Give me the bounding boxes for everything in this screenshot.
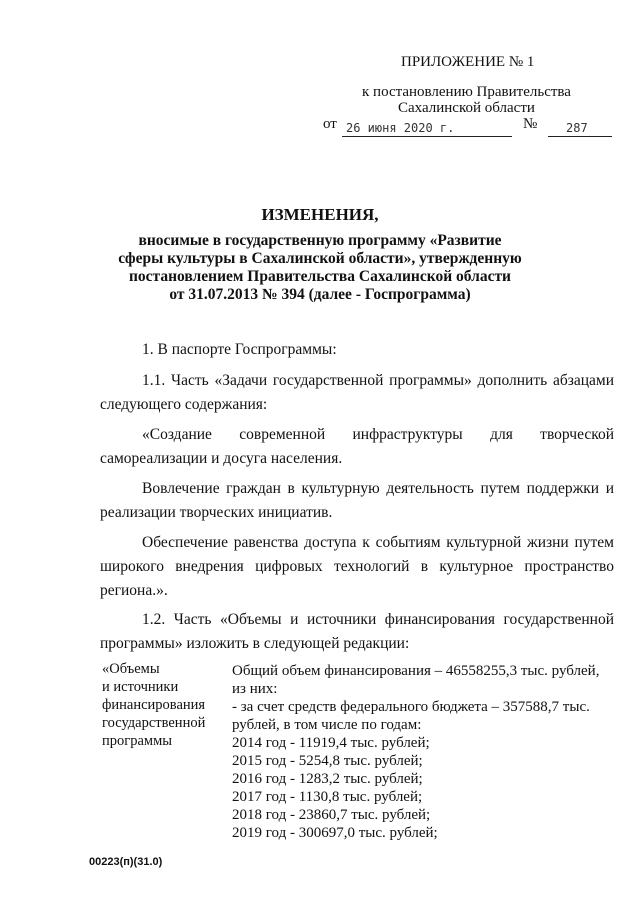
date-prefix: от — [323, 116, 337, 132]
date-value: 26 июня 2020 г. — [346, 121, 455, 135]
resolution-label: к постановлению Правительства — [362, 84, 571, 100]
paragraph-1-1-line-b: следующего содержания: — [100, 396, 268, 413]
number-underline — [548, 136, 612, 137]
table-left-line: программы — [102, 733, 172, 749]
title-line-1: вносимые в государственную программу «Развитие — [138, 232, 502, 249]
document-title: ИЗМЕНЕНИЯ, — [261, 205, 379, 224]
table-right-line: 2018 год - 23860,7 тыс. рублей; — [232, 807, 431, 823]
region-label: Сахалинской области — [398, 100, 535, 116]
table-right-line: 2016 год - 1283,2 тыс. рублей; — [232, 771, 423, 787]
title-line-2: сферы культуры в Сахалинской области», утвержденную — [118, 250, 522, 267]
quote-3-line-c: региона.». — [100, 582, 168, 599]
table-left-line: государственной — [102, 715, 206, 731]
quote-2-line-b: реализации творческих инициатив. — [100, 504, 333, 521]
paragraph-1-1-line-a: 1.1. Часть «Задачи государственной программы» дополнить абзацами — [142, 372, 614, 389]
number-value: 287 — [566, 121, 588, 135]
table-left-line: финансирования — [102, 697, 206, 713]
quote-1-line-a: «Создание современной инфраструктуры для творческой — [142, 426, 614, 443]
quote-3-line-b: широкого внедрения цифровых технологий в культурное пространство — [100, 558, 614, 575]
quote-1-line-b: самореализации и досуга населения. — [100, 450, 343, 467]
table-right-line: из них: — [232, 681, 278, 697]
table-right-line: рублей, в том числе по годам: — [232, 717, 422, 733]
table-right-line: - за счет средств федерального бюджета – 357588,7 тыс. — [232, 699, 590, 715]
title-line-3: постановлением Правительства Сахалинской области — [128, 268, 511, 285]
paragraph-1: 1. В паспорте Госпрограммы: — [142, 341, 337, 358]
table-left-line: «Объемы — [102, 661, 160, 677]
table-right-line: Общий объем финансирования – 46558255,3 тыс. рублей, — [232, 663, 600, 679]
table-left-cell — [102, 660, 205, 750]
table-right-line: 2017 год - 1130,8 тыс. рублей; — [232, 789, 423, 805]
paragraph-1-2-line-b: программы» изложить в следующей редакции: — [100, 635, 410, 652]
appendix-label: ПРИЛОЖЕНИЕ № 1 — [401, 54, 535, 70]
date-underline — [342, 136, 512, 137]
table-right-line: 2015 год - 5254,8 тыс. рублей; — [232, 753, 423, 769]
table-right-line: 2014 год - 11919,4 тыс. рублей; — [232, 735, 430, 751]
quote-2-line-a: Вовлечение граждан в культурную деятельность путем поддержки и — [142, 480, 614, 497]
number-sign: № — [523, 116, 538, 132]
paragraph-1-2-line-a: 1.2. Часть «Объемы и источники финансирования государственной — [142, 611, 614, 628]
table-left-line: и источники — [102, 679, 179, 695]
table-right-line: 2019 год - 300697,0 тыс. рублей; — [232, 825, 438, 841]
document-code: 00223(п)(31.0) — [89, 856, 163, 868]
quote-3-line-a: Обеспечение равенства доступа к событиям культурной жизни путем — [142, 534, 614, 551]
table-right-cell — [232, 662, 599, 842]
title-line-4: от 31.07.2013 № 394 (далее - Госпрограмма) — [169, 286, 471, 303]
